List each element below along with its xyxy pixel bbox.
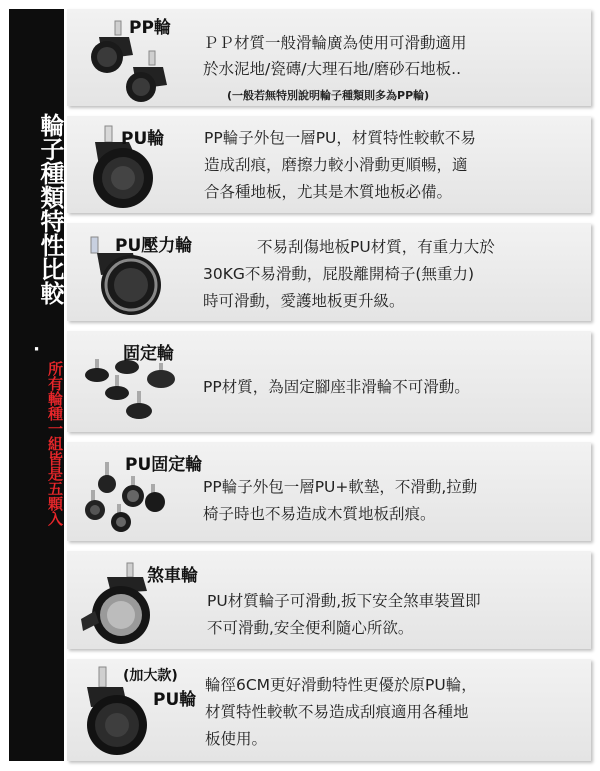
sidebar-note: 所有輪種一組皆是五顆入 <box>46 361 64 526</box>
card-large-pu-wheel <box>67 659 591 761</box>
card-pu-fixed-glide <box>67 442 591 541</box>
card-desc-line-3: 合各種地板，尤其是木質地板必備。 <box>204 183 453 201</box>
card-desc-line-1: PP材質，為固定腳座非滑輪不可滑動。 <box>203 378 470 396</box>
card-desc-line-1: PP輪子外包一層PU+軟墊，不滑動,拉動 <box>203 478 478 496</box>
card-title: PU壓力輪 <box>115 236 193 256</box>
card-desc-line-3: 時可滑動，愛護地板更升級。 <box>203 292 405 310</box>
card-desc-line-2: 於水泥地/瓷磚/大理石地/磨砂石地板.. <box>203 60 462 78</box>
card-desc-line-1: 輪徑6CM更好滑動特性更優於原PU輪， <box>205 676 477 694</box>
card-desc-line-1: 不易刮傷地板PU材質，有重力大於 <box>257 238 495 256</box>
card-brake-wheel <box>67 551 591 649</box>
sidebar-dot: · <box>33 339 40 360</box>
card-title: 煞車輪 <box>147 566 198 586</box>
card-desc-line-3: 板使用。 <box>205 730 268 748</box>
card-title: PU固定輪 <box>125 455 203 475</box>
card-fixed-glide <box>67 331 591 432</box>
card-desc-line-1: ＰＰ材質一般滑輪廣為使用可滑動適用 <box>203 34 467 52</box>
card-pu-wheel <box>67 116 591 213</box>
card-title: 固定輪 <box>123 344 174 364</box>
card-desc-line-1: PP輪子外包一層PU，材質特性較軟不易 <box>204 129 476 147</box>
sidebar <box>9 9 64 761</box>
card-pu-pressure-wheel <box>67 223 591 321</box>
card-desc-line-2: 椅子時也不易造成木質地板刮痕。 <box>203 505 436 523</box>
card-desc-line-2: 材質特性較軟不易造成刮痕適用各種地 <box>205 703 469 721</box>
card-title: PP輪 <box>129 18 171 38</box>
card-desc-line-1: PU材質輪子可滑動,扳下安全煞車裝置即 <box>207 592 481 610</box>
card-desc-line-2: 造成刮痕，磨擦力較小滑動更順暢，適 <box>204 156 468 174</box>
card-desc-line-2: 不可滑動,安全便利隨心所欲。 <box>207 619 414 637</box>
card-pp-wheel <box>67 9 591 106</box>
sidebar-title: 輪子種類特性比較 <box>36 113 64 305</box>
card-title-size-tag: (加大款) <box>123 668 178 684</box>
card-desc-line-2: 30KG不易滑動，屁股離開椅子(無重力) <box>203 265 474 283</box>
card-title: PU輪 <box>153 690 197 710</box>
card-title: PU輪 <box>121 129 165 149</box>
card-note: (一般若無特別說明輪子種類則多為PP輪) <box>227 89 430 102</box>
